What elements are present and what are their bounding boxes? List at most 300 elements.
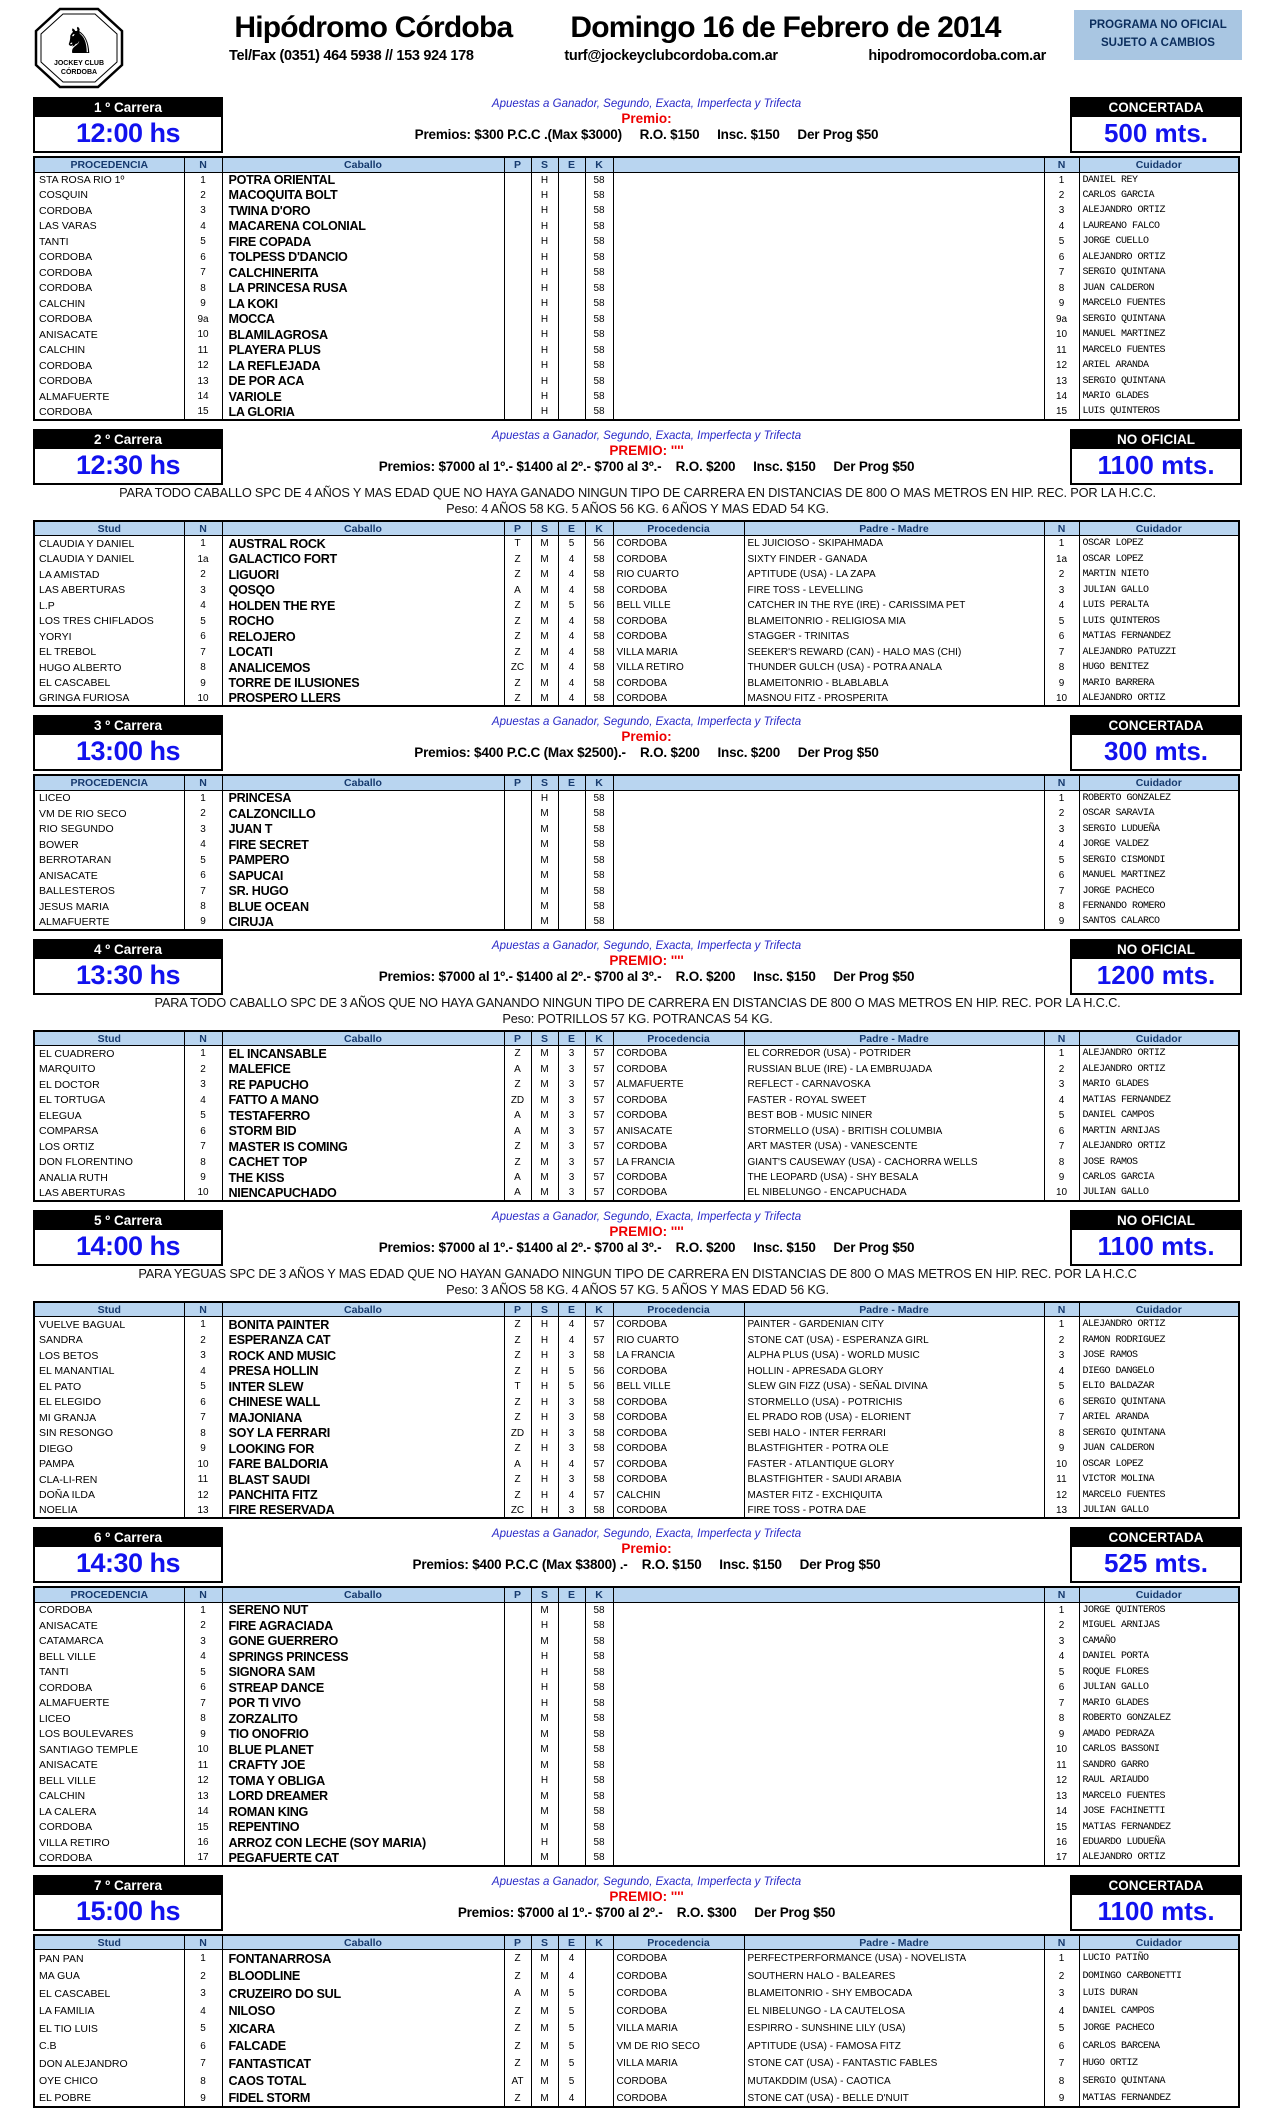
horse-row [34, 203, 1239, 219]
coat-cell [504, 790, 531, 806]
horse-row [34, 1788, 1239, 1804]
age-cell [558, 358, 585, 374]
number-cell: 8 [184, 1711, 222, 1727]
trainer-cell: HUGO ORTIZ [1079, 2055, 1239, 2073]
weight-cell: 58 [585, 1742, 613, 1758]
premios-line: Premios: $7000 al 1º.- $700 al 2º.- R.O. $300 Der Prog $50 [457, 1904, 836, 1920]
pedigree-cell: MASNOU FITZ - PROSPERITA [744, 691, 1044, 707]
number-cell: 1a [184, 551, 222, 567]
race-distance: 525 mts. [1103, 1548, 1209, 1579]
column-header: Procedencia [613, 1031, 744, 1046]
horse-name-cell: BLAMILAGROSA [222, 327, 504, 343]
horse-row [34, 296, 1239, 312]
sex-cell: M [531, 868, 558, 884]
number-right-cell: 1 [1044, 1317, 1079, 1333]
pedigree-cell: SLEW GIN FIZZ (USA) - SEÑAL DIVINA [744, 1379, 1044, 1395]
sex-cell: M [531, 629, 558, 645]
website-link[interactable]: hipodromocordoba.com.ar [868, 48, 1046, 64]
pedigree-cell: STONE CAT (USA) - BELLE D'NUIT [744, 2090, 1044, 2108]
number-cell: 9 [184, 914, 222, 930]
horse-name-cell: CAOS TOTAL [222, 2072, 504, 2090]
number-right-cell: 6 [1044, 629, 1079, 645]
spacer-cell [613, 1711, 1044, 1727]
number-cell: 9 [184, 1441, 222, 1457]
race-center-info [223, 1875, 1070, 1920]
number-right-cell: 10 [1044, 1185, 1079, 1201]
horse-name-cell: BONITA PAINTER [222, 1317, 504, 1333]
coat-cell [504, 1773, 531, 1789]
number-cell: 8 [184, 1425, 222, 1441]
trainer-cell: CAMAÑO [1079, 1633, 1239, 1649]
coat-cell [504, 343, 531, 359]
stud-cell: EL PATO [34, 1379, 184, 1395]
age-cell: 3 [558, 1108, 585, 1124]
sex-cell: M [531, 1633, 558, 1649]
column-header: N [184, 157, 222, 172]
age-cell: 4 [558, 644, 585, 660]
horse-name-cell: TWINA D'ORO [222, 203, 504, 219]
horse-name-cell: PLAYERA PLUS [222, 343, 504, 359]
coat-cell: Z [504, 2090, 531, 2108]
coat-cell: Z [504, 675, 531, 691]
coat-cell [504, 1664, 531, 1680]
number-cell: 12 [184, 358, 222, 374]
number-cell: 4 [184, 598, 222, 614]
weight-cell: 58 [585, 405, 613, 421]
age-cell [558, 1649, 585, 1665]
number-cell: 4 [184, 2002, 222, 2020]
column-header: Caballo [222, 1031, 504, 1046]
horse-name-cell: PRESA HOLLIN [222, 1363, 504, 1379]
weight-cell [585, 2090, 613, 2108]
column-header: Padre - Madre [744, 1031, 1044, 1046]
trainer-cell: SERGIO QUINTANA [1079, 312, 1239, 328]
race-id-box [33, 1527, 223, 1583]
coat-cell: Z [504, 691, 531, 707]
column-header: E [558, 1587, 585, 1602]
weight-cell: 57 [585, 1123, 613, 1139]
race-type-badge: CONCERTADA [1072, 99, 1240, 117]
age-cell: 4 [558, 1487, 585, 1503]
trainer-cell: MARCELO FUENTES [1079, 296, 1239, 312]
stud-cell: LOS ORTIZ [34, 1139, 184, 1155]
stud-cell: OYE CHICO [34, 2072, 184, 2090]
number-right-cell: 6 [1044, 1123, 1079, 1139]
sex-cell: M [531, 1154, 558, 1170]
number-right-cell: 9a [1044, 312, 1079, 328]
column-header: N [1044, 1935, 1079, 1950]
horse-row [34, 1332, 1239, 1348]
horse-name-cell: ARROZ CON LECHE (SOY MARIA) [222, 1835, 504, 1851]
stud-cell: PAN PAN [34, 1950, 184, 1968]
sex-cell: H [531, 1379, 558, 1395]
stud-cell: EL TORTUGA [34, 1092, 184, 1108]
sex-cell: H [531, 389, 558, 405]
number-right-cell: 4 [1044, 837, 1079, 853]
number-cell: 2 [184, 1332, 222, 1348]
horse-name-cell: LIGUORI [222, 567, 504, 583]
weight-cell: 58 [585, 1472, 613, 1488]
spacer-cell [613, 358, 1044, 374]
race-distance-box [1070, 1527, 1242, 1583]
trainer-cell: MARCELO FUENTES [1079, 1487, 1239, 1503]
sex-cell: M [531, 1742, 558, 1758]
race-time: 13:30 hs [75, 959, 181, 990]
age-cell [558, 806, 585, 822]
horse-row [34, 1123, 1239, 1139]
age-cell [558, 883, 585, 899]
column-header: S [531, 521, 558, 536]
spacer-cell [613, 852, 1044, 868]
race-section [33, 429, 1242, 707]
spacer-cell [613, 1819, 1044, 1835]
sex-cell: H [531, 1441, 558, 1457]
pedigree-cell: RUSSIAN BLUE (IRE) - LA EMBRUJADA [744, 1061, 1044, 1077]
trainer-cell: LUIS QUINTEROS [1079, 613, 1239, 629]
origin-cell: ANISACATE [613, 1123, 744, 1139]
number-cell: 5 [184, 234, 222, 250]
age-cell: 5 [558, 2055, 585, 2073]
premio-label: PREMIO: '''' [609, 952, 684, 968]
sex-cell: M [531, 1185, 558, 1201]
origin-cell: RIO CUARTO [613, 567, 744, 583]
page-header [33, 5, 1242, 89]
number-right-cell: 7 [1044, 1410, 1079, 1426]
horse-name-cell: INTER SLEW [222, 1379, 504, 1395]
column-header: K [585, 775, 613, 790]
weight-cell: 58 [585, 691, 613, 707]
procedencia-cell: RIO SEGUNDO [34, 821, 184, 837]
weight-cell: 58 [585, 1425, 613, 1441]
coat-cell: Z [504, 598, 531, 614]
column-header: Padre - Madre [744, 1302, 1044, 1317]
number-cell: 1 [184, 1950, 222, 1968]
age-cell: 3 [558, 1077, 585, 1093]
procedencia-cell: STA ROSA RIO 1º [34, 172, 184, 188]
horse-name-cell: FATTO A MANO [222, 1092, 504, 1108]
weight-cell: 58 [585, 883, 613, 899]
sex-cell: M [531, 567, 558, 583]
sex-cell: M [531, 2020, 558, 2038]
pedigree-cell: APTITUDE (USA) - FAMOSA FITZ [744, 2037, 1044, 2055]
number-right-cell: 5 [1044, 852, 1079, 868]
coat-cell: Z [504, 1472, 531, 1488]
origin-cell: CORDOBA [613, 1061, 744, 1077]
horse-name-cell: SERENO NUT [222, 1602, 504, 1618]
horse-row [34, 250, 1239, 266]
race-center-info [223, 715, 1070, 760]
spacer-cell [613, 883, 1044, 899]
column-header: N [184, 1935, 222, 1950]
trainer-cell: ALEJANDRO ORTIZ [1079, 1317, 1239, 1333]
horse-row [34, 1664, 1239, 1680]
pedigree-cell: SEEKER'S REWARD (CAN) - HALO MAS (CHI) [744, 644, 1044, 660]
bets-line: Apuestas a Ganador, Segundo, Exacta, Imperfecta y Trifecta [491, 430, 802, 442]
race-list [33, 97, 1242, 2108]
age-cell [558, 1602, 585, 1618]
number-right-cell: 6 [1044, 1680, 1079, 1696]
trainer-cell: JULIAN GALLO [1079, 1680, 1239, 1696]
procedencia-cell: JESUS MARIA [34, 899, 184, 915]
number-right-cell: 2 [1044, 1618, 1079, 1634]
spacer-cell [613, 1602, 1044, 1618]
procedencia-cell: BOWER [34, 837, 184, 853]
trainer-cell: SERGIO QUINTANA [1079, 374, 1239, 390]
procedencia-cell: ALMAFUERTE [34, 914, 184, 930]
table-header-row [34, 157, 1239, 172]
column-header [613, 775, 1044, 790]
trainer-cell: OSCAR LOPEZ [1079, 551, 1239, 567]
stud-cell: LOS TRES CHIFLADOS [34, 613, 184, 629]
horse-row [34, 598, 1239, 614]
age-cell: 3 [558, 1046, 585, 1062]
pedigree-cell: HOLLIN - APRESADA GLORY [744, 1363, 1044, 1379]
race-distance: 500 mts. [1103, 118, 1209, 148]
origin-cell: CORDOBA [613, 1170, 744, 1186]
horse-row [34, 2072, 1239, 2090]
stud-cell: EL CASCABEL [34, 1985, 184, 2003]
procedencia-cell: CATAMARCA [34, 1633, 184, 1649]
spacer-cell [613, 265, 1044, 281]
horse-row [34, 389, 1239, 405]
horse-name-cell: NILOSO [222, 2002, 504, 2020]
procedencia-cell: BELL VILLE [34, 1773, 184, 1789]
weight-cell: 56 [585, 598, 613, 614]
number-cell: 3 [184, 203, 222, 219]
coat-cell: Z [504, 1077, 531, 1093]
sex-cell: M [531, 837, 558, 853]
email-link[interactable]: turf@jockeyclubcordoba.com.ar [564, 48, 778, 64]
coat-cell: A [504, 1170, 531, 1186]
origin-cell: CORDOBA [613, 1363, 744, 1379]
trainer-cell: OSCAR SARAVIA [1079, 806, 1239, 822]
horse-name-cell: GALACTICO FORT [222, 551, 504, 567]
number-right-cell: 2 [1044, 188, 1079, 204]
age-cell: 3 [558, 1410, 585, 1426]
race-header [33, 1527, 1242, 1583]
coat-cell: ZD [504, 1425, 531, 1441]
horse-row [34, 1185, 1239, 1201]
horse-row [34, 868, 1239, 884]
trainer-cell: RAMON RODRIGUEZ [1079, 1332, 1239, 1348]
horse-name-cell: SPRINGS PRINCESS [222, 1649, 504, 1665]
coat-cell [504, 172, 531, 188]
number-right-cell: 2 [1044, 567, 1079, 583]
weight-cell: 58 [585, 1711, 613, 1727]
jockey-club-logo-icon [33, 7, 125, 89]
horse-name-cell: FIDEL STORM [222, 2090, 504, 2108]
trainer-cell: MARTIN NIETO [1079, 567, 1239, 583]
pedigree-cell: THUNDER GULCH (USA) - POTRA ANALA [744, 660, 1044, 676]
premio-label: PREMIO: '''' [609, 1223, 684, 1239]
number-cell: 7 [184, 265, 222, 281]
column-header: K [585, 157, 613, 172]
sex-cell: H [531, 234, 558, 250]
horse-name-cell: GONE GUERRERO [222, 1633, 504, 1649]
premios-line: Premios: $7000 al 1º.- $1400 al 2º.- $700 al 3º.- R.O. $200 Insc. $150 Der Prog $50 [378, 459, 915, 474]
number-cell: 17 [184, 1850, 222, 1866]
trainer-cell: ARIEL ARANDA [1079, 358, 1239, 374]
horse-row [34, 1967, 1239, 1985]
trainer-cell: ROQUE FLORES [1079, 1664, 1239, 1680]
sex-cell: H [531, 312, 558, 328]
horse-row [34, 629, 1239, 645]
race-time: 14:00 hs [75, 1230, 181, 1261]
horse-row [34, 2020, 1239, 2038]
horse-name-cell: MALEFICE [222, 1061, 504, 1077]
premios-line: Premios: $400 P.C.C (Max $2500).- R.O. $200 Insc. $200 Der Prog $50 [414, 745, 879, 761]
number-right-cell: 12 [1044, 358, 1079, 374]
coat-cell [504, 1649, 531, 1665]
horse-row [34, 219, 1239, 235]
horse-name-cell: CACHET TOP [222, 1154, 504, 1170]
coat-cell [504, 1618, 531, 1634]
race-distance-box [1070, 715, 1242, 771]
age-cell: 3 [558, 1185, 585, 1201]
stud-cell: DIEGO [34, 1441, 184, 1457]
number-cell: 8 [184, 281, 222, 297]
horse-name-cell: XICARA [222, 2020, 504, 2038]
number-right-cell: 8 [1044, 1425, 1079, 1441]
weight-cell: 58 [585, 296, 613, 312]
horse-name-cell: FIRE SECRET [222, 837, 504, 853]
column-header: Padre - Madre [744, 1935, 1044, 1950]
weight-cell: 58 [585, 1850, 613, 1866]
origin-cell: CORDOBA [613, 1967, 744, 1985]
coat-cell: A [504, 1456, 531, 1472]
sex-cell: M [531, 914, 558, 930]
sex-cell: M [531, 883, 558, 899]
procedencia-cell: CORDOBA [34, 358, 184, 374]
horse-row [34, 644, 1239, 660]
trainer-cell: LUIS QUINTEROS [1079, 405, 1239, 421]
column-header: N [1044, 521, 1079, 536]
trainer-cell: ALEJANDRO ORTIZ [1079, 1139, 1239, 1155]
race-time: 14:30 hs [75, 1548, 181, 1579]
weight-cell: 58 [585, 250, 613, 266]
weight-cell: 58 [585, 852, 613, 868]
number-cell: 5 [184, 852, 222, 868]
trainer-cell: ROBERTO GONZALEZ [1079, 790, 1239, 806]
pedigree-cell: EL JUICIOSO - SKIPAHMADA [744, 536, 1044, 552]
column-header: Caballo [222, 1587, 504, 1602]
sex-cell: H [531, 405, 558, 421]
coat-cell: ZD [504, 1092, 531, 1108]
weight-cell: 57 [585, 1061, 613, 1077]
sex-cell: M [531, 1123, 558, 1139]
number-right-cell: 9 [1044, 1170, 1079, 1186]
number-right-cell: 14 [1044, 389, 1079, 405]
trainer-cell: JUAN CALDERON [1079, 281, 1239, 297]
column-header: Cuidador [1079, 157, 1239, 172]
sex-cell: M [531, 675, 558, 691]
horse-name-cell: PANCHITA FITZ [222, 1487, 504, 1503]
sex-cell: H [531, 1680, 558, 1696]
notice-line2: SUJETO A CAMBIOS [1101, 36, 1215, 49]
trainer-cell: EDUARDO LUDUEÑA [1079, 1835, 1239, 1851]
table-header-row [34, 521, 1239, 536]
spacer-cell [613, 250, 1044, 266]
trainer-cell: MATIAS FERNANDEZ [1079, 629, 1239, 645]
number-cell: 7 [184, 1695, 222, 1711]
age-cell [558, 296, 585, 312]
stud-cell: EL CUADRERO [34, 1046, 184, 1062]
origin-cell: CORDOBA [613, 1108, 744, 1124]
age-cell: 5 [558, 2037, 585, 2055]
origin-cell: CORDOBA [613, 1317, 744, 1333]
trainer-cell: DIEGO DANGELO [1079, 1363, 1239, 1379]
number-cell: 10 [184, 1456, 222, 1472]
stud-cell: LA AMISTAD [34, 567, 184, 583]
horse-name-cell: TIO ONOFRIO [222, 1726, 504, 1742]
number-cell: 10 [184, 691, 222, 707]
age-cell: 3 [558, 1061, 585, 1077]
race-distance: 1100 mts. [1097, 1895, 1215, 1926]
race-id-box [33, 715, 223, 771]
horse-row [34, 914, 1239, 930]
sex-cell: H [531, 203, 558, 219]
horse-name-cell: JUAN T [222, 821, 504, 837]
weight-cell: 58 [585, 629, 613, 645]
spacer-cell [613, 1726, 1044, 1742]
age-cell: 5 [558, 536, 585, 552]
number-right-cell: 1 [1044, 1046, 1079, 1062]
horse-name-cell: CALZONCILLO [222, 806, 504, 822]
age-cell [558, 219, 585, 235]
sex-cell: M [531, 1804, 558, 1820]
coat-cell [504, 806, 531, 822]
horse-row [34, 613, 1239, 629]
horse-name-cell: ESPERANZA CAT [222, 1332, 504, 1348]
sex-cell: M [531, 1757, 558, 1773]
pedigree-cell: EL NIBELUNGO - LA CAUTELOSA [744, 2002, 1044, 2020]
origin-cell: CORDOBA [613, 691, 744, 707]
weight-cell: 58 [585, 327, 613, 343]
race-type-badge: CONCERTADA [1072, 717, 1240, 735]
pedigree-cell: STAGGER - TRINITAS [744, 629, 1044, 645]
origin-cell: VILLA MARIA [613, 644, 744, 660]
sex-cell: M [531, 1061, 558, 1077]
horse-name-cell: LA REFLEJADA [222, 358, 504, 374]
coat-cell: Z [504, 1410, 531, 1426]
horse-name-cell: PAMPERO [222, 852, 504, 868]
spacer-cell [613, 1835, 1044, 1851]
spacer-cell [613, 899, 1044, 915]
coat-cell [504, 837, 531, 853]
horse-row [34, 234, 1239, 250]
number-cell: 3 [184, 1985, 222, 2003]
procedencia-cell: COSQUIN [34, 188, 184, 204]
table-header-row [34, 1935, 1239, 1950]
sex-cell: M [531, 1602, 558, 1618]
coat-cell [504, 1804, 531, 1820]
weight-cell: 58 [585, 821, 613, 837]
condition-line: Peso: 3 AÑOS 58 KG. 4 AÑOS 57 KG. 5 AÑOS Y MAS EDAD 56 KG. [446, 1281, 829, 1297]
bets-line: Apuestas a Ganador, Segundo, Exacta, Imperfecta y Trifecta [491, 1210, 802, 1223]
column-header: E [558, 521, 585, 536]
origin-cell: VILLA RETIRO [613, 660, 744, 676]
origin-cell: CORDOBA [613, 1472, 744, 1488]
horse-row [34, 405, 1239, 421]
number-right-cell: 2 [1044, 1061, 1079, 1077]
race-distance-box [1070, 429, 1242, 485]
horse-row [34, 837, 1239, 853]
horse-row [34, 1379, 1239, 1395]
premios-line: Premios: $7000 al 1º.- $1400 al 2º.- $700 al 3º.- R.O. $200 Insc. $150 Der Prog $50 [378, 1239, 915, 1255]
coat-cell: A [504, 1108, 531, 1124]
sex-cell: M [531, 644, 558, 660]
age-cell: 3 [558, 1472, 585, 1488]
